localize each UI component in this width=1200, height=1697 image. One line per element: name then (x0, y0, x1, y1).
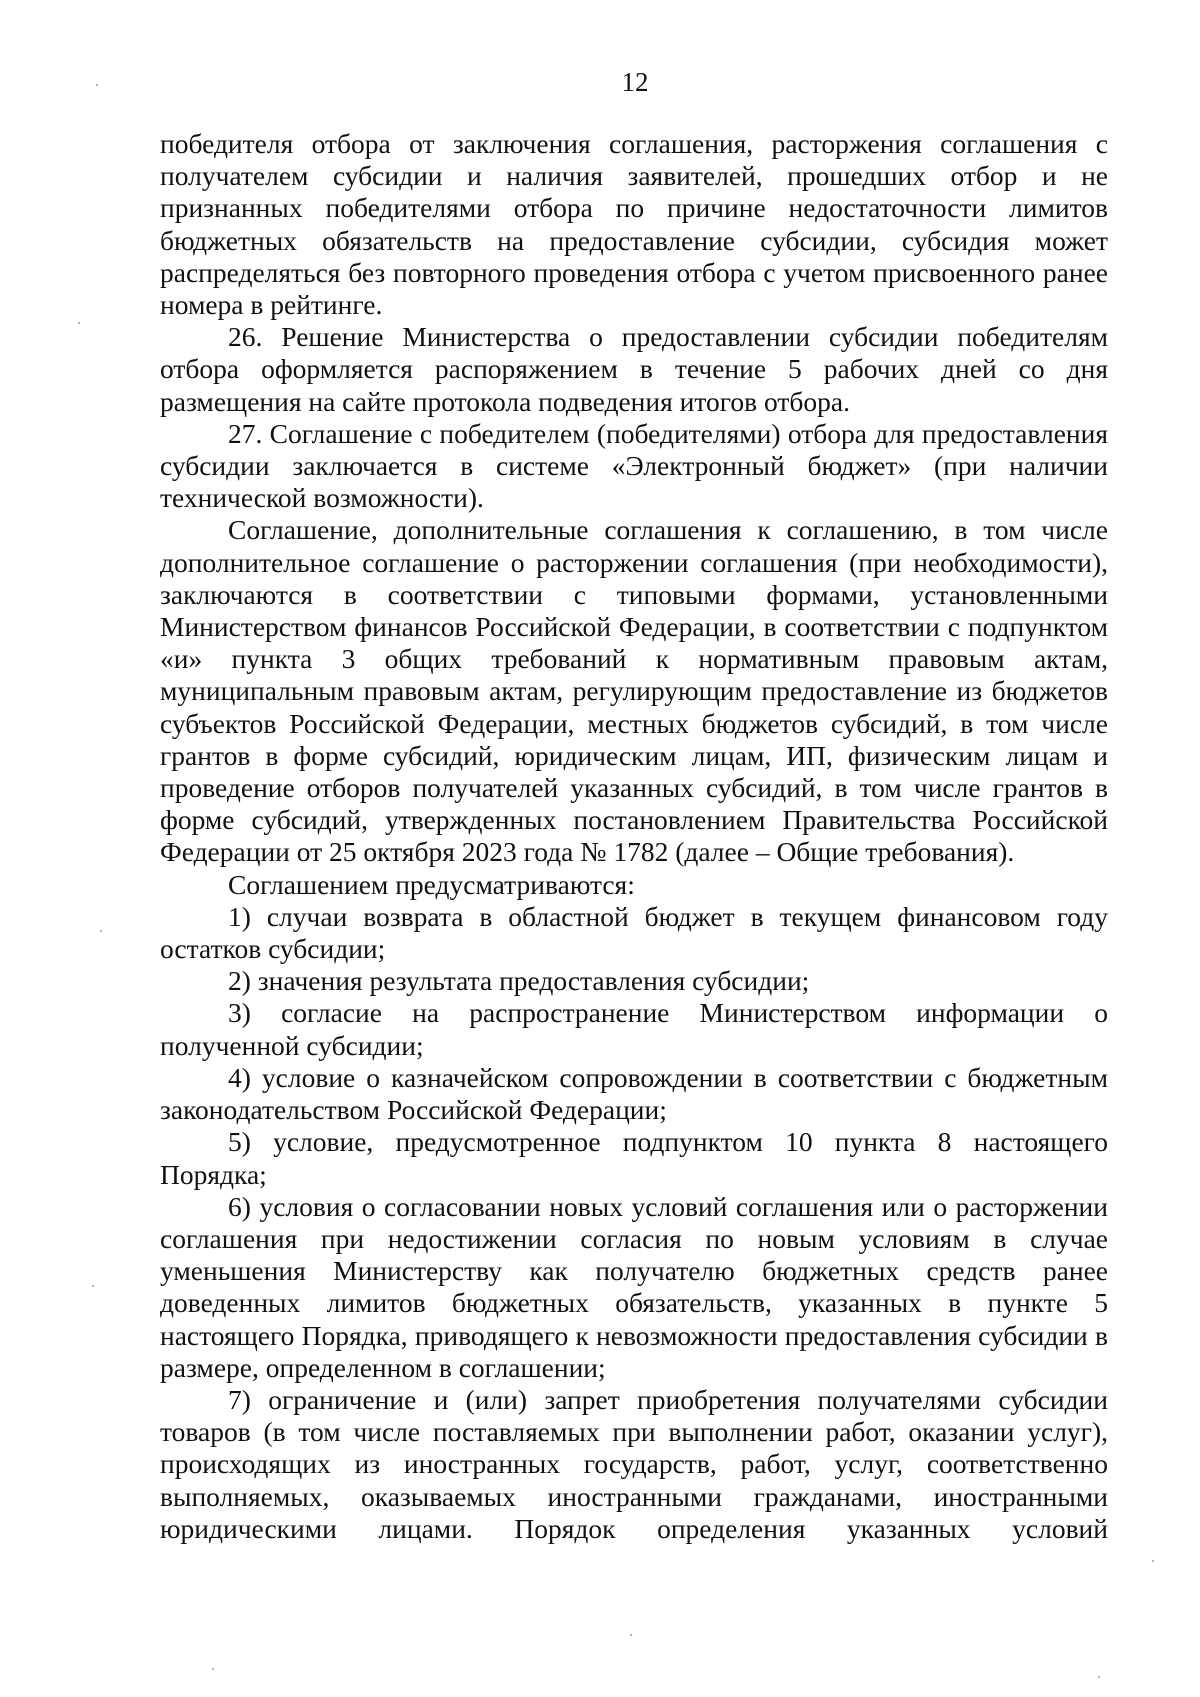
paragraph-agreement-forms: Соглашение, дополнительные соглашения к соглашению, в том числе дополнительное соглашение о расторжении соглашения (при необходимости), заключаются в соответствии с типовыми формами, установленными Министерством финансов Российской Федерации, в соответствии с подпунктом «и» пункта 3 общих требований к нормативным правовым актам, муниципальным правовым актам, регулирующим предоставление из бюджетов субъектов Российской Федерации, местных бюджетов субсидий, в том числе грантов в форме субсидий, юридическим лицам, ИП, физическим лицам и проведение отборов получателей указанных субсидий, в том числе грантов в форме субсидий, утвержденных постановлением Правительства Российской Федерации от 25 октября 2023 года № 1782 (далее – Общие требования). (160, 514, 1108, 868)
list-item-2: 2) значения результата предоставления субсидии; (228, 965, 810, 997)
list-item-5: 5) условие, предусмотренное подпунктом 10 пункта 8 настоящего Порядка; (160, 1126, 1108, 1190)
scan-speck (92, 1285, 94, 1287)
list-item-1: 1) случаи возврата в областной бюджет в текущем финансовом году остатков субсидии; (160, 900, 1108, 965)
list-item-4: 4) условие о казначейском сопровождении в соответствии с бюджетным законодательством Российской Федерации; (160, 1061, 1108, 1126)
scan-speck (1152, 1560, 1154, 1562)
document-body (160, 128, 1108, 1545)
paragraph-continuation: победителя отбора от заключения соглашения, расторжения соглашения с получателем субсидии и наличия заявителей, прошедших отбор и не признанных победителями отбора по причине недостаточности лимитов бюджетных обязательств на предоставление субсидии, субсидия может распределяться без повторного проведения отбора с учетом присвоенного ранее номера в рейтинге. (160, 128, 1108, 321)
scan-speck (78, 322, 80, 324)
scan-speck (212, 1668, 214, 1670)
scan-speck (630, 1634, 632, 1636)
scan-speck (1098, 1676, 1100, 1678)
paragraph-item-26: 26. Решение Министерства о предоставлении субсидии победителям отбора оформляется распоряжением в течение 5 рабочих дней со дня размещения на сайте протокола подведения итогов отбора. (160, 321, 1108, 417)
list-item-6: 6) условия о согласовании новых условий соглашения или о расторжении соглашения при недостижении согласия по новым условиям в случае уменьшения Министерству как получателю бюджетных средств ранее доведенных лимитов бюджетных обязательств, указанных в пункте 5 настоящего Порядка, приводящего к невозможности предоставления субсидии в размере, определенном в соглашении; (160, 1190, 1108, 1383)
list-item-7: 7) ограничение и (или) запрет приобретения получателями субсидии товаров (в том числе поставляемых при выполнении работ, оказании услуг), происходящих из иностранных государств, работ, услуг, соответственно выполняемых, оказываемых иностранными гражданами, иностранными юридическими лицами. Порядок определения указанных условий (160, 1383, 1108, 1544)
scan-speck (96, 84, 98, 86)
paragraph-item-27: 27. Соглашение с победителем (победителями) отбора для предоставления субсидии заключается в системе «Электронный бюджет» (при наличии технической возможности). (160, 417, 1108, 514)
page-number: 12 (621, 67, 649, 97)
list-item-3: 3) согласие на распространение Министерством информации о полученной субсидии; (160, 997, 1108, 1061)
scan-speck (100, 930, 102, 932)
paragraph-agreement-provides: Соглашением предусматриваются: (228, 868, 635, 900)
